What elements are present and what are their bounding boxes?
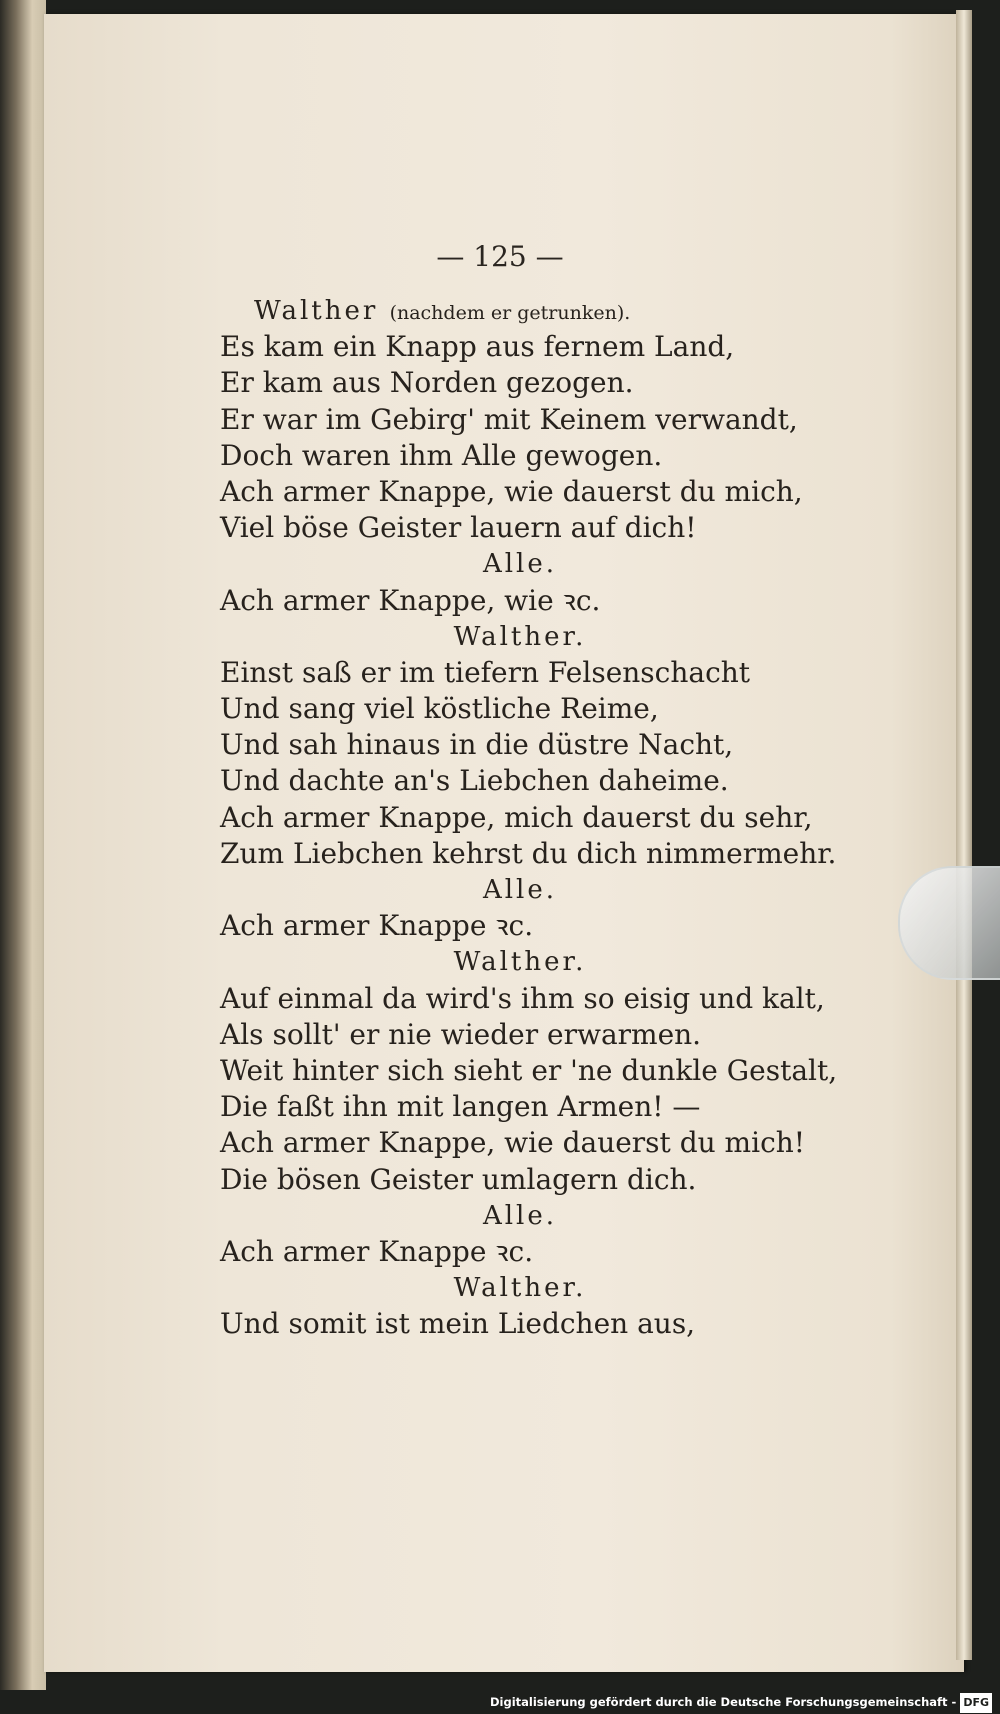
speaker-name: Alle. — [482, 875, 558, 905]
verse-text: Und sang viel köstliche Reime, — [220, 692, 659, 726]
verse-text: Es kam ein Knapp aus fernem Land, — [220, 330, 735, 364]
speaker-name: Walther. — [453, 621, 587, 652]
verse-line — [220, 365, 820, 401]
verse-line — [220, 1306, 820, 1342]
verse-line — [220, 583, 820, 619]
speaker-name: Alle. — [482, 1200, 558, 1231]
verse-line — [220, 1162, 820, 1198]
verse-text: Ach armer Knappe, wie ꝛc. — [220, 583, 601, 617]
speaker-label — [220, 619, 820, 655]
page-number: — 125 — — [436, 240, 564, 273]
stage-direction: (nachdem er getrunken). — [389, 302, 631, 324]
verse-line — [220, 438, 820, 474]
verse-text: Als sollt' er nie wieder erwarmen. — [220, 1017, 702, 1051]
verse-text: Er kam aus Norden gezogen. — [220, 366, 634, 400]
verse-line — [220, 800, 820, 836]
verse-line — [220, 1089, 820, 1125]
digitization-credit — [490, 1692, 992, 1712]
speaker-label — [220, 872, 820, 908]
verse-text: Ach armer Knappe ꝛc. — [220, 1234, 534, 1268]
verse-line — [220, 510, 820, 546]
speaker-name: Alle. — [482, 549, 558, 580]
speaker-label — [220, 1198, 820, 1234]
poem-text — [220, 293, 838, 1342]
speaker-label — [220, 546, 820, 582]
verse-text: Ach armer Knappe, wie dauerst du mich, — [220, 474, 803, 508]
verse-text: Viel böse Geister lauern auf dich! — [220, 511, 697, 545]
glass-page-clip — [898, 866, 1000, 980]
verse-line — [220, 655, 820, 691]
verse-text: Einst saß er im tiefern Felsenschacht — [220, 655, 751, 689]
speaker-label — [220, 944, 820, 980]
verse-text: Zum Liebchen kehrst du dich nimmermehr. — [220, 836, 837, 870]
verse-text: Und somit ist mein Liedchen aus, — [220, 1307, 696, 1341]
verse-line — [220, 1234, 820, 1270]
verse-line — [220, 402, 820, 438]
speaker-name: Walther. — [453, 947, 587, 978]
verse-line — [220, 981, 825, 1017]
verse-line — [220, 763, 820, 799]
verse-text: Doch waren ihm Alle gewogen. — [220, 438, 663, 472]
verse-text: Ach armer Knappe, mich dauerst du sehr, — [220, 800, 813, 834]
verse-text: Die bösen Geister umlagern dich. — [220, 1162, 697, 1196]
verse-line — [220, 727, 820, 763]
verse-text: Auf einmal da wird's ihm so eisig und kalt, — [220, 981, 825, 1015]
verse-line — [220, 329, 820, 365]
speaker-label — [220, 1270, 820, 1306]
verse-text: Die faßt ihn mit langen Armen! — — [220, 1090, 701, 1124]
verse-text: Und dachte an's Liebchen daheime. — [220, 764, 729, 798]
verse-line — [220, 691, 820, 727]
credit-text: Digitalisierung gefördert durch die Deutsche Forschungsgemeinschaft - — [489, 1695, 957, 1709]
verse-line — [220, 908, 820, 944]
speaker-name: Walther. — [453, 1273, 587, 1304]
verse-line — [220, 1017, 820, 1053]
verse-text: Und sah hinaus in die düstre Nacht, — [220, 728, 734, 762]
verse-text: Er war im Gebirg' mit Keinem verwandt, — [220, 402, 798, 436]
verse-line — [220, 474, 820, 510]
verse-text: Weit hinter sich sieht er 'ne dunkle Gestalt, — [220, 1053, 838, 1087]
verse-line — [220, 836, 837, 872]
verse-line — [220, 1053, 838, 1089]
verse-line — [220, 1125, 820, 1161]
speaker-label — [220, 293, 820, 329]
verse-text: Ach armer Knappe ꝛc. — [220, 909, 534, 943]
dfg-logo: DFG — [960, 1693, 992, 1713]
verse-text: Ach armer Knappe, wie dauerst du mich! — [220, 1126, 806, 1160]
speaker-name: Walther — [254, 296, 379, 326]
